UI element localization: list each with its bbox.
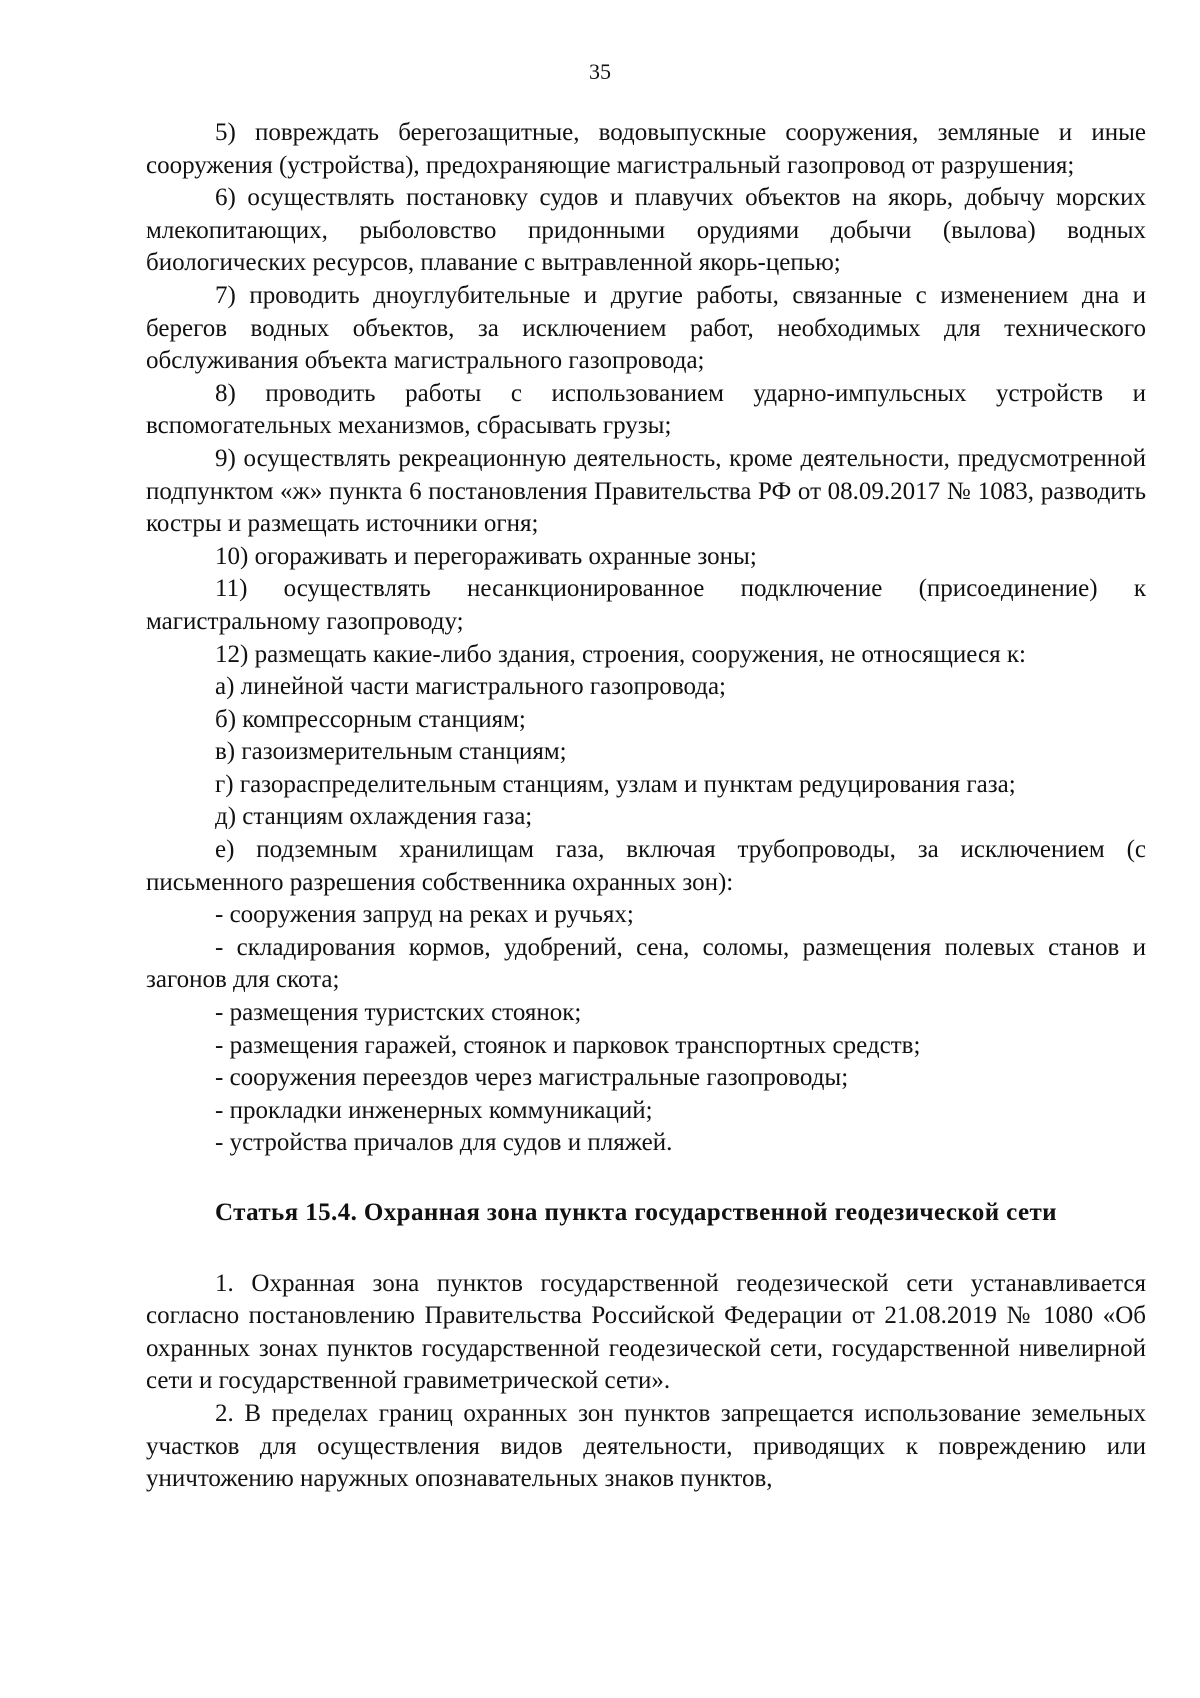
paragraph: 11) осуществлять несанкционированное подключение (присоединение) к магистральному газопроводу; [146, 575, 1146, 635]
paragraph: 10) огораживать и перегораживать охранные зоны; [215, 542, 757, 570]
page-number: 35 [589, 59, 611, 84]
paragraph: 12) размещать какие-либо здания, строения, сооружения, не относящиеся к: [215, 640, 1026, 668]
page-content [146, 117, 1146, 1496]
paragraph: 6) осуществлять постановку судов и плавучих объектов на якорь, добычу морских млекопитающих, рыболовство придонными орудиями добычи (вылова) водных биологических ресурсов, плавание с вытравленной якорь-цепью; [146, 184, 1146, 277]
paragraph: д) станциям охлаждения газа; [215, 803, 533, 831]
paragraph: 9) осуществлять рекреационную деятельность, кроме деятельности, предусмотренной подпунктом «ж» пункта 6 постановления Правительства РФ от 08.09.2017 № 1083, разводить костры и размещать источники огня; [146, 444, 1146, 538]
prohibitions-list [146, 117, 1146, 1160]
paragraph: - размещения туристских стоянок; [215, 999, 582, 1027]
paragraph: 8) проводить работы с использованием ударно-импульсных устройств и вспомогательных механизмов, сбрасывать грузы; [146, 379, 1146, 440]
paragraph: е) подземным хранилищам газа, включая трубопроводы, за исключением (с письменного разрешения собственника охранных зон): [146, 836, 1146, 896]
paragraph: г) газораспределительным станциям, узлам и пунктам редуцирования газа; [215, 770, 1016, 798]
paragraph: б) компрессорным станциям; [215, 705, 526, 733]
paragraph: - размещения гаражей, стоянок и парковок транспортных средств; [215, 1031, 921, 1059]
paragraph: 5) повреждать берегозащитные, водовыпускные сооружения, земляные и иные сооружения (устройства), предохраняющие магистральный газопровод от разрушения; [146, 119, 1146, 179]
paragraph: 1. Охранная зона пунктов государственной геодезической сети устанавливается согласно постановлению Правительства Российской Федерации от 21.08.2019 № 1080 «Об охранных зонах пунктов государственной геодезической сети, государственной нивелирной сети и государственной гравиметрической сети». [146, 1269, 1146, 1395]
paragraph: - сооружения запруд на реках и ручьях; [215, 901, 634, 929]
paragraph: а) линейной части магистрального газопровода; [215, 673, 726, 701]
article-heading: Статья 15.4. Охранная зона пункта государственной геодезической сети [215, 1199, 1057, 1226]
paragraph: - прокладки инженерных коммуникаций; [215, 1096, 653, 1124]
paragraph: - устройства причалов для судов и пляжей. [215, 1129, 673, 1157]
paragraph: 2. В пределах границ охранных зон пунктов запрещается использование земельных участков для осуществления видов деятельности, приводящих к повреждению или уничтожению наружных опознавательных знаков пунктов, [146, 1399, 1146, 1493]
paragraph: - сооружения переездов через магистральные газопроводы; [215, 1064, 849, 1092]
paragraph: в) газоизмерительным станциям; [215, 738, 567, 766]
article-body [146, 1268, 1146, 1496]
paragraph: 7) проводить дноуглубительные и другие работы, связанные с изменением дна и берегов водных объектов, за исключением работ, необходимых для технического обслуживания объекта магистрального газопровода; [146, 281, 1146, 375]
paragraph: - складирования кормов, удобрений, сена, соломы, размещения полевых станов и загонов для скота; [146, 933, 1146, 994]
